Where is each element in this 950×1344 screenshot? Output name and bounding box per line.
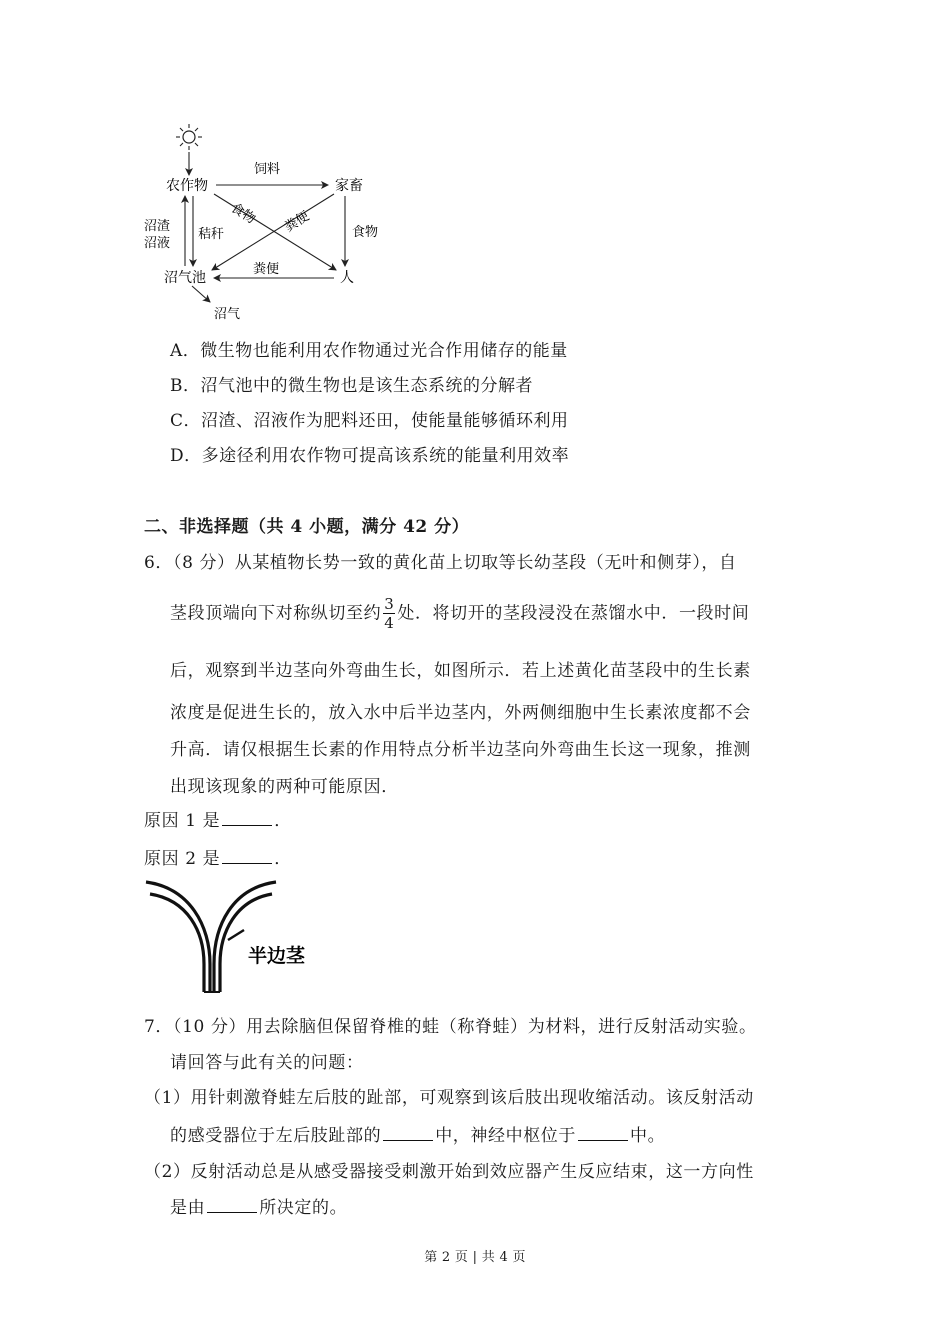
answer-blank[interactable]: [383, 1139, 433, 1141]
q5-option-a: A．微生物也能利用农作物通过光合作用储存的能量: [170, 341, 568, 361]
answer-blank[interactable]: [222, 862, 272, 864]
q6-reason-2: [144, 844, 292, 869]
label-food-right: 食物: [352, 225, 379, 240]
node-livestock: 家畜: [335, 178, 363, 194]
ecosystem-diagram: [130, 120, 400, 330]
arrow-biogas: [192, 286, 210, 302]
q7-part-1-line-1: （1）用针刺激脊蛙左后肢的趾部，可观察到该后肢出现收缩活动。该反射活动: [144, 1088, 754, 1108]
q7-part-1-line-2: [170, 1121, 665, 1146]
q6-reason-1-period: ．: [274, 811, 292, 831]
label-manure-diag: 粪便: [282, 208, 313, 236]
label-feed: 饲料: [254, 162, 281, 177]
q6-line-3: 后，观察到半边茎向外弯曲生长，如图所示．若上述黄化苗茎段中的生长素: [170, 661, 751, 681]
q7-line-1: 7．（10 分）用去除脑但保留脊椎的蛙（称脊蛙）为材料，进行反射活动实验。: [144, 1017, 757, 1037]
q7-line-2: 请回答与此有关的问题：: [170, 1053, 364, 1073]
label-residue-1: 沼渣: [144, 219, 171, 234]
q5-option-d: D．多途径利用农作物可提高该系统的能量利用效率: [170, 446, 570, 466]
q6-line-4: 浓度是促进生长的，放入水中后半边茎内，外两侧细胞中生长素浓度都不会: [170, 703, 751, 723]
arrow-manure-diag: [212, 194, 334, 270]
answer-blank[interactable]: [222, 824, 272, 826]
q5-option-c: C．沼渣、沼液作为肥料还田，使能量能够循环利用: [170, 411, 569, 431]
node-biogas-pool: 沼气池: [164, 270, 206, 286]
q7-part-2-b: 所决定的。: [259, 1198, 348, 1218]
q6-line-5: 升高．请仅根据生长素的作用特点分析半边茎向外弯曲生长这一现象，推测: [170, 740, 751, 760]
q6-line-2-before: 茎段顶端向下对称纵切至约: [170, 603, 382, 624]
fraction-numerator: 3: [384, 595, 395, 613]
q6-reason-1: [144, 806, 292, 831]
label-manure-bottom: 粪便: [253, 262, 280, 277]
q6-line-2-after: 处．将切开的茎段浸没在蒸馏水中．一段时间: [397, 603, 750, 624]
q6-reason-1-label: 原因 1 是: [144, 811, 221, 831]
answer-blank[interactable]: [207, 1211, 257, 1213]
fraction-three-quarters: [383, 597, 395, 631]
section-heading: 二、非选择题（共 4 小题，满分 42 分）: [144, 517, 470, 537]
label-residue-2: 沼液: [144, 236, 171, 251]
q6-line-6: 出现该现象的两种可能原因．: [170, 777, 399, 797]
label-straw: 秸秆: [198, 227, 225, 242]
q6-reason-2-label: 原因 2 是: [144, 849, 221, 869]
q7-part-2-line-2: [170, 1193, 347, 1218]
node-crops: 农作物: [166, 178, 208, 194]
q7-part-1-a: 的感受器位于左后肢趾部的: [170, 1126, 382, 1146]
half-stem-figure: [140, 876, 320, 996]
fraction-denominator: 4: [384, 614, 395, 632]
q5-option-b: B．沼气池中的微生物也是该生态系统的分解者: [170, 376, 533, 396]
q7-part-1-b: 中，神经中枢位于: [435, 1126, 577, 1146]
q6-line-2: [170, 597, 749, 631]
answer-blank[interactable]: [578, 1139, 628, 1141]
node-human: 人: [340, 270, 354, 286]
label-food-diag: 食物: [227, 200, 258, 228]
q7-part-2-a: 是由: [170, 1198, 206, 1218]
page-footer: 第 2 页 | 共 4 页: [424, 1250, 526, 1265]
half-stem-label: 半边茎: [248, 945, 306, 967]
label-biogas: 沼气: [214, 307, 241, 322]
sun-icon: [176, 124, 202, 150]
q7-part-2-line-1: （2）反射活动总是从感受器接受刺激开始到效应器产生反应结束，这一方向性: [144, 1162, 754, 1182]
q6-line-1: 6．（8 分）从某植物长势一致的黄化苗上切取等长幼茎段（无叶和侧芽），自: [144, 553, 737, 573]
q7-part-1-c: 中。: [630, 1126, 666, 1146]
q6-reason-2-period: ．: [274, 849, 292, 869]
